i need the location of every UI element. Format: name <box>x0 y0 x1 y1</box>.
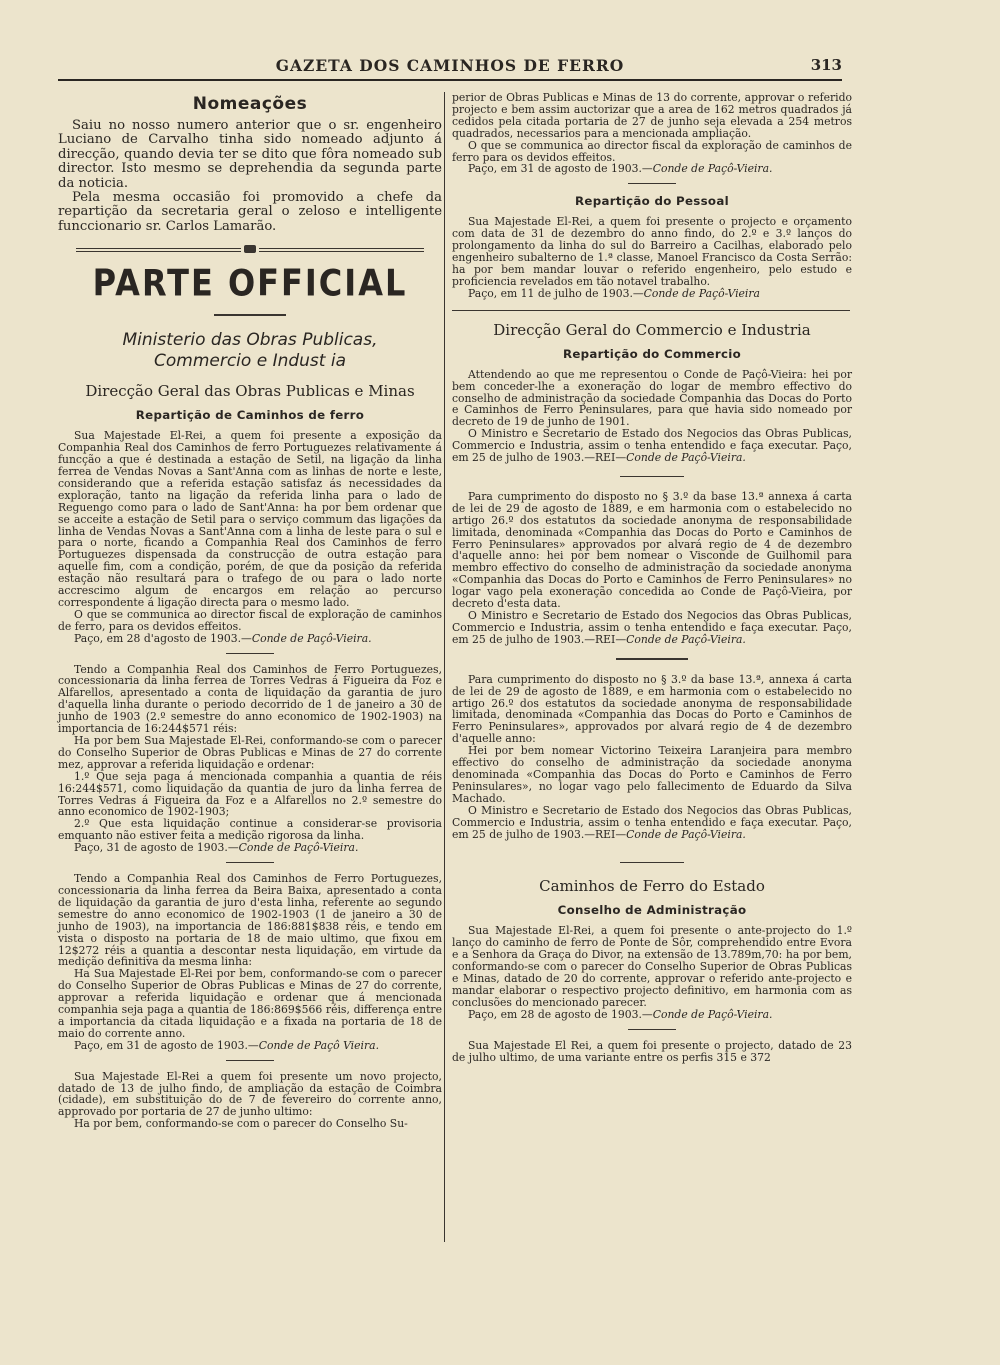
ministry-heading: Ministerio das Obras Publicas, Commercio e Indust ia <box>122 330 378 372</box>
decree-3-date: Paço, em 31 de agosto de 1903.—Conde de Paçô Vieira. <box>74 1038 380 1052</box>
pessoal-heading: Repartição do Pessoal <box>575 194 729 209</box>
pessoal-date: Paço, em 11 de julho de 1903.—Conde de Paçô-Vieira <box>468 286 760 300</box>
commercio-decree-2-paragraph-1: Para cumprimento do disposto no § 3.º da base 13.ª annexa á carta de lei de 29 de agosto de 1889, e em harmonia com o estabelecido no artigo 26.º dos estatutos da sociedade anonyma de responsabilidade limitada, denominada «Companhia das Docas do Porto e Caminhos de Ferro Peninsulares» approvados por alvará regio de 4 de dezembro d'aquelle anno: hei por bem nomear o Visconde de Guilhomil para membro effectivo do conselho de administração da sociedade anonyma «Companhia das Docas do Porto e Caminhos de Ferro Peninsulares» no logar vago pela exoneração concedida ao Conde de Paçô-Vieira, por decreto d'esta data. <box>452 489 852 611</box>
decree-4-paragraph-1: Sua Majestade El-Rei a quem foi presente um novo projecto, datado de 13 de julho findo, de ampliação da estação de Coimbra (cidade), em substituição do de 7 de fevereiro do corrente anno, approvado por portaria de 27 de junho ultimo: <box>58 1069 442 1119</box>
department-heading: Repartição de Caminhos de ferro <box>135 408 365 423</box>
short-divider <box>226 862 274 863</box>
decree-2-date: Paço, 31 de agosto de 1903.—Conde de Paçô-Vieira. <box>74 841 359 855</box>
decree-2-paragraph-3: 1.º Que seja paga á mencionada companhia a quantia de réis 16:244$571, como liquidação da quantia de juro da linha ferrea de Torres Vedras á Figueira da Foz e a Alfarellos no 2.º semestre do anno economico de 1902-1903; <box>58 769 442 819</box>
decree-2-paragraph-2: Ha por bem Sua Majestade El-Rei, conformando-se com o parecer do Conselho Superior de Obras Publicas e Minas de 27 do corrente mez, approvar a referida liquidação e ordenar: <box>58 734 442 771</box>
decree-1-paragraph-2: O que se communica ao director fiscal de exploração de caminhos de ferro, para os devidos effeitos. <box>58 607 442 633</box>
commercio-decree-3-paragraph-2: Hei por bem nomear Victorino Teixeira Laranjeira para membro effectivo do conselho de administração da sociedade anonyma denominada «Companhia das Docas do Porto e Caminhos de Ferro Peninsulares», no logar vago pelo fallecimento de Eduardo da Silva Machado. <box>452 744 852 805</box>
column-divider <box>444 92 445 1242</box>
estado-decree-1-date: Paço, em 28 de agosto de 1903.—Conde de Paçô-Vieira. <box>468 1007 773 1021</box>
commercio-decree-2-paragraph-2: O Ministro e Secretario de Estado dos Negocios das Obras Publicas, Commercio e Industria, assim o tenha entendido e faça executar. Paço, em 25 de julho de 1903.—REI—Conde de Paçô-Vieira. <box>452 609 852 646</box>
page-number: 313 <box>810 56 842 74</box>
short-divider <box>226 1060 274 1061</box>
commercio-decree-3-signature: Conde de Paçô-Vieira. <box>626 827 746 841</box>
parte-official-heading: PARTE OFFICIAL <box>92 261 408 306</box>
short-divider <box>620 862 684 863</box>
decree-3-paragraph-2: Ha Sua Majestade El-Rei por bem, conformando-se com o parecer do Conselho Superior de Obras Publicas e Minas de 27 do corrente, approvar a referida liquidação e ordenar que á mencionada companhia seja paga a quantia de 186:869$566 réis, differença entre a importancia da citada liquidação e a fixada na portaria de 18 de maio do corrente anno. <box>58 967 442 1040</box>
pessoal-signature: Conde de Paçô-Vieira <box>643 286 760 300</box>
decree-4-paragraph-3: O que se communica ao director fiscal da exploração de caminhos de ferro para os devidos effeitos. <box>452 138 852 164</box>
decree-4-continuation: perior de Obras Publicas e Minas de 13 do corrente, approvar o referido projecto e bem assim auctorizar que a area de 162 metros quadrados já cedidos pela citada portaria de 27 de junho seja elevada a 254 metros quadrados, necessarios para a mencionada ampliação. <box>452 91 852 140</box>
short-divider <box>214 314 286 316</box>
commercio-decree-1-signature: Conde de Paçô-Vieira. <box>626 451 746 465</box>
decree-4-paragraph-2: Ha por bem, conformando-se com o parecer do Conselho Su- <box>74 1117 408 1131</box>
commercio-decree-1-paragraph-2: O Ministro e Secretario de Estado dos Negocios das Obras Publicas, Commercio e Industria, assim o tenha entendido e faça executar. Paço, em 25 de julho de 1903.—REI—Conde de Paçô-Vieira. <box>452 427 852 465</box>
nomeacoes-paragraph-1: Saiu no nosso numero anterior que o sr. engenheiro Luciano de Carvalho tinha sido nomeado adjunto á direcção, quando devia ter se dito que fôra nomeado sub director. Isto mesmo se deprehendia da segunda parte da noticia. <box>58 118 442 191</box>
gazette-title: GAZETA DOS CAMINHOS DE FERRO <box>275 56 625 75</box>
estado-heading: Caminhos de Ferro do Estado <box>539 877 765 896</box>
pessoal-paragraph-1: Sua Majestade El-Rei, a quem foi presente o projecto e orçamento com data de 31 de dezembro do anno findo, do 2.º e 3.º lanços do prolongamento da linha do sul do Barreiro a Cacilhas, elaborado pelo engenheiro subalterno de 1.ª classe, Manoel Francisco da Costa Serrão: ha por bem mandar louvar o referido engenheiro, pelo estudo e proficiencia revelados em tão notavel trabalho. <box>452 215 852 288</box>
decree-2-signature: Conde de Paçô-Vieira. <box>238 841 359 855</box>
section-divider <box>452 310 850 311</box>
nomeacoes-heading: Nomeações <box>192 94 308 114</box>
estado-decree-1-signature: Conde de Paçô-Vieira. <box>652 1007 773 1021</box>
short-divider <box>620 476 684 477</box>
commercio-decree-2-signature: Conde de Paçô-Vieira. <box>626 632 746 646</box>
estado-decree-1-paragraph-1: Sua Majestade El-Rei, a quem foi presente o ante-projecto do 1.º lanço do caminho de ferro de Ponte de Sôr, comprehendido entre Evora e a Senhora da Graça do Divor, na extensão de 13.789m,70: ha por bem, conformando-se com o parecer do Conselho Superior de Obras Publicas e Minas, datado de 20 do corrente, approvar o referido ante-projecto e mandar elaborar o respectivo projecto definitivo, em harmonia com as conclusões do mencionado parecer. <box>452 924 852 1009</box>
short-divider <box>616 658 688 660</box>
page-header <box>58 56 842 78</box>
nomeacoes-paragraph-2: Pela mesma occasião foi promovido a chefe da repartição da secretaria geral o zeloso e intelligente funccionario sr. Carlos Lamarão. <box>58 190 442 234</box>
decree-4-signature: Conde de Paçô-Vieira. <box>652 162 773 176</box>
short-divider <box>628 183 676 184</box>
right-column <box>452 92 852 1063</box>
decree-1-paragraph-1: Sua Majestade El-Rei, a quem foi presente a exposição da Companhia Real dos Caminhos de ferro Portuguezes relativamente á funcção a que é destinada a estação de Setil, na ligação da linha ferrea de Vendas Novas a Sant'Anna com as linhas de norte e leste, considerando que a referida estação satisfaz ás necessidades da exploração, tanto na ligação da referida linha para o lado de Reguengo como para o lado de Sant'Anna: ha por bem ordenar que se acceite a estação de Setil para o serviço commum das ligações da linha de Vendas Novas a Sant'Anna com a linha de leste para o sul e para o norte, ficando a Companhia Real dos Caminhos de ferro Portuguezes dispensada da construcção de outra estação para aquelle fim, com a condição, porém, de que da posição da referida estação não resultará para o trafego de ou para o lado norte accrescimo algum de encargos em relação ao percurso correspondente á ligação directa para o mesmo lado. <box>58 429 442 609</box>
short-divider <box>226 653 274 654</box>
commercio-decree-1-paragraph-1: Attendendo ao que me representou o Conde de Paçô-Vieira: hei por bem conceder-lhe a exoneração do logar de membro effectivo do conselho de administração da sociedade Companhia das Docas do Porto e Caminhos de Ferro Peninsulares, para que havia sido nomeado por decreto de 19 de junho de 1901. <box>452 367 852 429</box>
decree-2-paragraph-1: Tendo a Companhia Real dos Caminhos de Ferro Portuguezes, concessionaria da linha ferrea de Torres Vedras á Figueira da Foz e Alfarellos, apresentado a conta de liquidação da garantia de juro d'aquella linha durante o periodo decorrido de 1 de janeiro a 30 de junho de 1903 (2.º semestre do anno economico de 1902-1903) na importancia de 16:244$571 réis: <box>58 662 442 736</box>
direction-heading: Direcção Geral das Obras Publicas e Minas <box>85 382 415 401</box>
commercio-direction-heading: Direcção Geral do Commercio e Industria <box>493 320 811 339</box>
conselho-heading: Conselho de Administração <box>557 903 747 918</box>
decree-3-signature: Conde de Paçô Vieira. <box>258 1038 380 1052</box>
decree-1-signature: Conde de Paçô-Vieira. <box>251 631 372 645</box>
estado-decree-2-paragraph-1: Sua Majestade El Rei, a quem foi presente o projecto, datado de 23 de julho ultimo, de uma variante entre os perfis 315 e 372 <box>452 1038 852 1064</box>
commercio-decree-3-paragraph-1: Para cumprimento do disposto no § 3.º da base 13.ª, annexa á carta de lei de 29 de agosto de 1889, e em harmonia com o estabelecido no artigo 26.º dos estatutos da sociedade anonyma de responsabilidade limitada, denominada «Companhia das Docas do Porto e Caminhos de Ferro Peninsulares», approvados por alvará regio de 4 de dezembro d'aquelle anno: <box>452 672 852 746</box>
decree-1-date: Paço, em 28 d'agosto de 1903.—Conde de Paçô-Vieira. <box>74 631 372 645</box>
left-column <box>58 92 442 1130</box>
commercio-decree-3-paragraph-3: O Ministro e Secretario de Estado dos Negocios das Obras Publicas, Commercio e Industria, assim o tenha entendido e faça executar. Paço, em 25 de julho de 1903.—REI—Conde de Paçô-Vieira. <box>452 803 852 841</box>
decree-2-paragraph-4: 2.º Que esta liquidação continue a considerar-se provisoria emquanto não estiver feita a medição rigorosa da linha. <box>58 817 442 843</box>
ornamental-divider <box>76 242 424 256</box>
decree-4-date: Paço, em 31 de agosto de 1903.—Conde de Paçô-Vieira. <box>468 162 773 176</box>
short-divider <box>628 1029 676 1030</box>
decree-3-paragraph-1: Tendo a Companhia Real dos Caminhos de Ferro Portuguezes, concessionaria da linha ferrea da Beira Baixa, apresentado a conta de liquidação da garantia de juro d'esta linha, referente ao segundo semestre do anno economico de 1902-1903 (1 de janeiro a 30 de junho de 1903), na importancia de 186:881$838 réis, e tendo em vista o disposto na portaria de 18 de maio ultimo, que fixou em 12$272 réis a quantia a descontar nesta liquidação, em virtude da medição definitiva da mesma linha: <box>58 872 442 969</box>
commercio-department-heading: Repartição do Commercio <box>562 346 742 361</box>
header-rule <box>58 79 842 81</box>
